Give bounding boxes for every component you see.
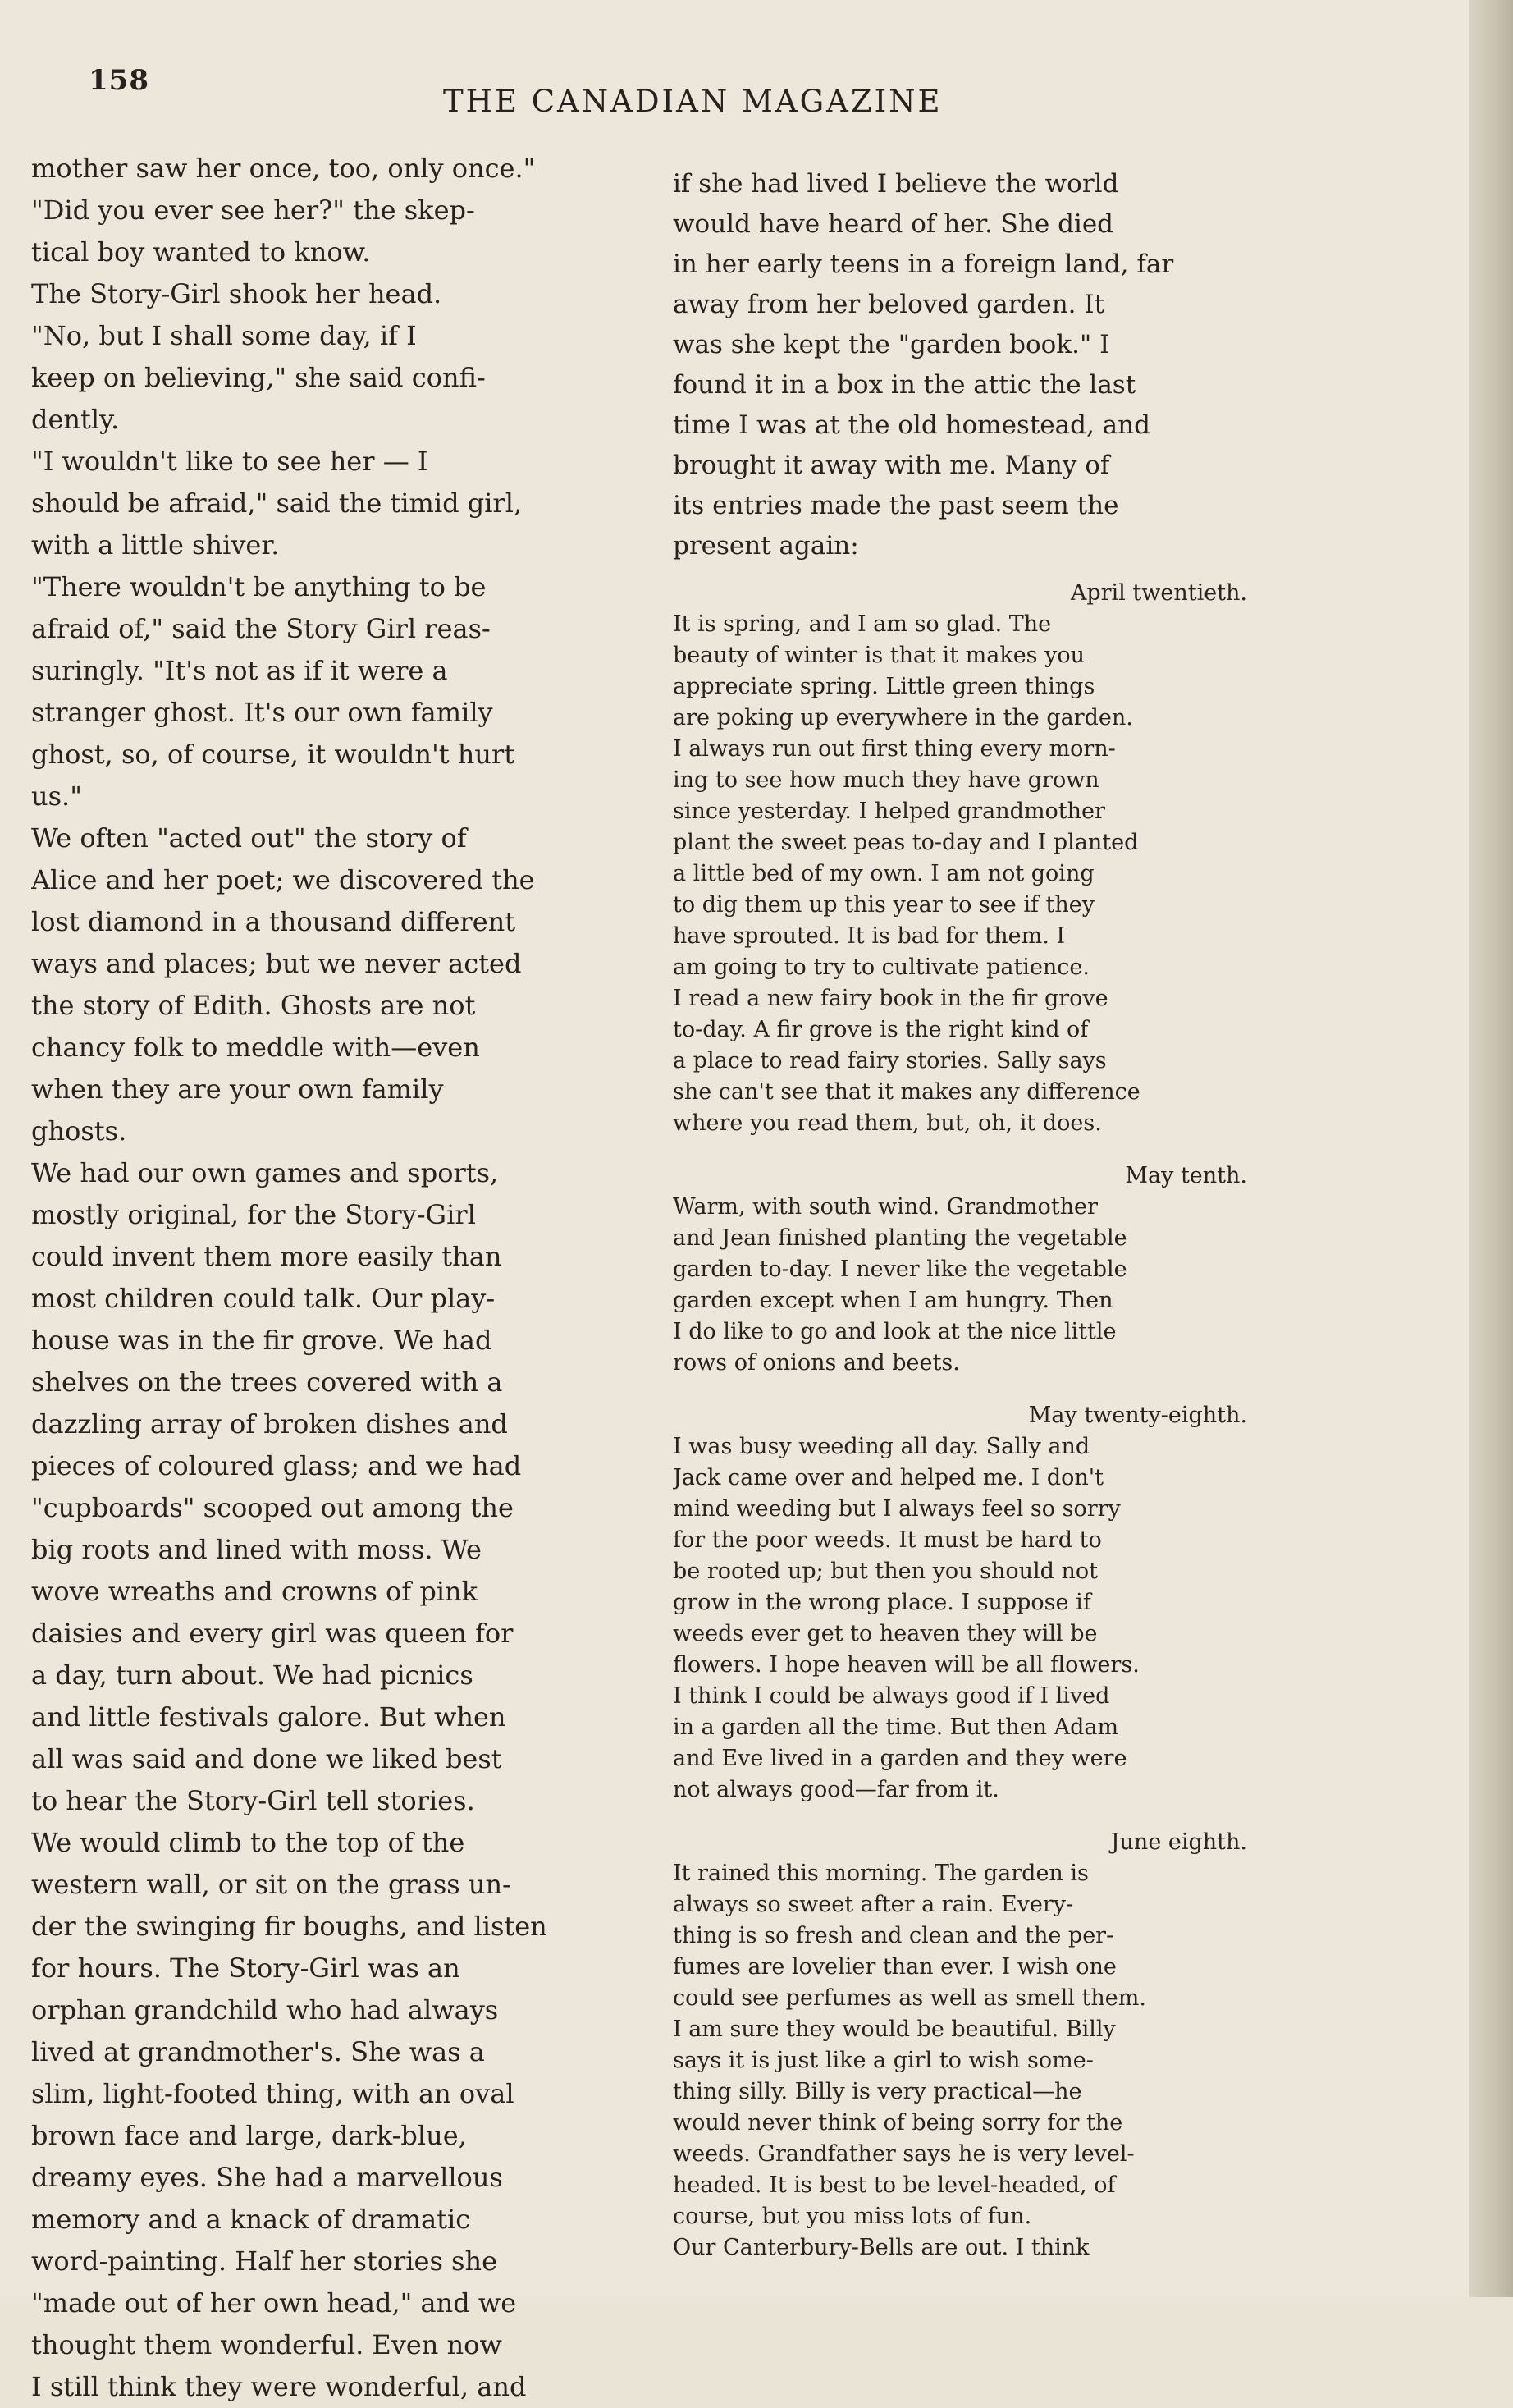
text-line: afraid of," said the Story Girl reas- — [31, 613, 491, 644]
text-line: We had our own games and sports, — [31, 1157, 499, 1188]
text-line: der the swinging fir boughs, and listen — [31, 1911, 547, 1942]
text-line: big roots and lined with moss. We — [31, 1534, 482, 1565]
diary-line: I do like to go and look at the nice little — [673, 1319, 1117, 1344]
text-line: its entries made the past seem the — [673, 491, 1119, 520]
diary-date: May twenty-eighth. — [1028, 1403, 1247, 1428]
text-line: all was said and done we liked best — [31, 1743, 502, 1774]
text-line: in her early teens in a foreign land, far — [673, 249, 1174, 279]
text-line: "made out of her own head," and we — [31, 2287, 517, 2319]
diary-line: could see perfumes as well as smell them. — [673, 1985, 1146, 2011]
diary-date: April twentieth. — [1070, 580, 1247, 606]
diary-line: I think I could be always good if I lived — [673, 1683, 1110, 1709]
text-line: when they are your own family — [31, 1074, 444, 1105]
diary-line: am going to try to cultivate patience. — [673, 955, 1090, 980]
page-binding-edge — [1469, 0, 1513, 2297]
text-line: brought it away with me. Many of — [673, 451, 1110, 480]
diary-line: garden except when I am hungry. Then — [673, 1288, 1113, 1313]
text-line: for hours. The Story-Girl was an — [31, 1952, 460, 1984]
text-line: with a little shiver. — [31, 529, 280, 561]
text-line: ghosts. — [31, 1115, 127, 1147]
diary-entry — [673, 1161, 1280, 1379]
text-line: and little festivals galore. But when — [31, 1701, 506, 1733]
text-line: would have heard of her. She died — [673, 209, 1114, 239]
text-line: away from her beloved garden. It — [673, 290, 1105, 319]
text-line: ways and places; but we never acted — [31, 948, 522, 979]
text-line: should be afraid," said the timid girl, — [31, 488, 523, 519]
diary-line: Jack came over and helped me. I don't — [673, 1465, 1104, 1490]
diary-line: would never think of being sorry for the — [673, 2110, 1123, 2136]
diary-line: to dig them up this year to see if they — [673, 892, 1095, 918]
diary-line: grow in the wrong place. I suppose if — [673, 1590, 1091, 1615]
text-line: memory and a knack of dramatic — [31, 2204, 471, 2235]
diary-line: and Eve lived in a garden and they were — [673, 1746, 1127, 1771]
right-column — [673, 164, 1280, 2264]
text-line: We would climb to the top of the — [31, 1827, 465, 1858]
text-line: ghost, so, of course, it wouldn't hurt — [31, 739, 515, 770]
running-head: THE CANADIAN MAGAZINE — [443, 84, 943, 119]
diary-line: always so sweet after a rain. Every- — [673, 1892, 1074, 1917]
diary-line: Our Canterbury-Bells are out. I think — [673, 2235, 1090, 2260]
text-line: house was in the fir grove. We had — [31, 1325, 492, 1356]
diary-line: thing is so fresh and clean and the per- — [673, 1923, 1114, 1948]
diary-line: to-day. A fir grove is the right kind of — [673, 1017, 1089, 1042]
diary-line: Warm, with south wind. Grandmother — [673, 1194, 1098, 1220]
text-line: time I was at the old homestead, and — [673, 410, 1150, 440]
page-number: 158 — [89, 64, 149, 97]
text-line: "There wouldn't be anything to be — [31, 571, 487, 602]
diary-line: plant the sweet peas to-day and I planted — [673, 830, 1139, 855]
diary-line: since yesterday. I helped grandmother — [673, 799, 1105, 824]
text-line: shelves on the trees covered with a — [31, 1367, 503, 1398]
diary-line: weeds. Grandfather says he is very level- — [673, 2141, 1135, 2167]
text-line: found it in a box in the attic the last — [673, 370, 1136, 400]
text-line: stranger ghost. It's our own family — [31, 697, 493, 728]
text-line: brown face and large, dark-blue, — [31, 2120, 467, 2151]
left-column — [31, 148, 676, 2408]
text-line: to hear the Story-Girl tell stories. — [31, 1785, 475, 1816]
diary-line: I am sure they would be beautiful. Billy — [673, 2017, 1116, 2042]
diary-line: says it is just like a girl to wish some- — [673, 2048, 1094, 2073]
diary-line: It rained this morning. The garden is — [673, 1861, 1089, 1886]
text-line: "No, but I shall some day, if I — [31, 320, 417, 351]
text-line: could invent them more easily than — [31, 1241, 502, 1272]
diary-line: fumes are lovelier than ever. I wish one — [673, 1954, 1117, 1980]
diary-date: June eighth. — [1110, 1829, 1247, 1855]
diary-line: are poking up everywhere in the garden. — [673, 705, 1133, 730]
text-line: We often "acted out" the story of — [31, 822, 467, 854]
text-line: mostly original, for the Story-Girl — [31, 1199, 476, 1230]
text-line: slim, light-footed thing, with an oval — [31, 2078, 514, 2109]
text-line: dreamy eyes. She had a marvellous — [31, 2162, 503, 2193]
diary-line: thing silly. Billy is very practical—he — [673, 2079, 1082, 2104]
text-line: tical boy wanted to know. — [31, 236, 371, 268]
text-line: a day, turn about. We had picnics — [31, 1660, 473, 1691]
text-line: dently. — [31, 404, 120, 435]
diary-line: rows of onions and beets. — [673, 1350, 960, 1376]
text-line: "I wouldn't like to see her — I — [31, 446, 428, 477]
diary-line: I was busy weeding all day. Sally and — [673, 1434, 1090, 1459]
diary-line: headed. It is best to be level-headed, of — [673, 2172, 1116, 2198]
diary-line: appreciate spring. Little green things — [673, 674, 1095, 699]
text-line: orphan grandchild who had always — [31, 1994, 499, 2026]
diary-line: flowers. I hope heaven will be all flowers. — [673, 1652, 1140, 1678]
text-line: "cupboards" scooped out among the — [31, 1492, 514, 1523]
text-line: dazzling array of broken dishes and — [31, 1408, 508, 1440]
text-line: mother saw her once, too, only once." — [31, 153, 536, 184]
diary-line: ing to see how much they have grown — [673, 767, 1099, 793]
diary-line: a place to read fairy stories. Sally says — [673, 1048, 1107, 1074]
diary-line: garden to-day. I never like the vegetable — [673, 1257, 1127, 1282]
diary-date: May tenth. — [1125, 1163, 1247, 1188]
text-line: Alice and her poet; we discovered the — [31, 864, 535, 895]
diary-line: where you read them, but, oh, it does. — [673, 1110, 1102, 1136]
diary-line: beauty of winter is that it makes you — [673, 643, 1086, 668]
text-line: was she kept the "garden book." I — [673, 330, 1110, 359]
diary-line: she can't see that it makes any difference — [673, 1079, 1140, 1105]
diary-line: for the poor weeds. It must be hard to — [673, 1527, 1102, 1553]
diary-line: in a garden all the time. But then Adam — [673, 1714, 1119, 1740]
diary-entry — [673, 1827, 1280, 2264]
text-line: lived at grandmother's. She was a — [31, 2036, 485, 2067]
text-line: I still think they were wonderful, and — [31, 2371, 527, 2402]
diary-line: I always run out first thing every morn- — [673, 736, 1116, 762]
text-line: The Story-Girl shook her head. — [31, 278, 442, 309]
text-line: daisies and every girl was queen for — [31, 1618, 514, 1649]
text-line: lost diamond in a thousand different — [31, 906, 516, 937]
diary-line: I read a new fairy book in the fir grove — [673, 986, 1108, 1011]
diary-line: mind weeding but I always feel so sorry — [673, 1496, 1121, 1522]
text-line: western wall, or sit on the grass un- — [31, 1869, 511, 1900]
diary-line: course, but you miss lots of fun. — [673, 2204, 1032, 2229]
text-line: pieces of coloured glass; and we had — [31, 1450, 522, 1481]
text-line: if she had lived I believe the world — [673, 169, 1119, 199]
diary-line: have sprouted. It is bad for them. I — [673, 923, 1066, 949]
text-line: "Did you ever see her?" the skep- — [31, 195, 475, 226]
diary-line: weeds ever get to heaven they will be — [673, 1621, 1098, 1646]
diary-entry — [673, 1400, 1280, 1806]
diary-line: It is spring, and I am so glad. The — [673, 611, 1052, 637]
text-line: thought them wonderful. Even now — [31, 2329, 502, 2360]
text-line: word-painting. Half her stories she — [31, 2245, 498, 2277]
text-line: wove wreaths and crowns of pink — [31, 1576, 478, 1607]
diary-line: be rooted up; but then you should not — [673, 1559, 1098, 1584]
text-line: chancy folk to meddle with—even — [31, 1032, 480, 1063]
text-line: us." — [31, 781, 82, 812]
diary-entry — [673, 578, 1280, 1139]
diary-line: not always good—far from it. — [673, 1777, 999, 1802]
text-line: keep on believing," she said confi- — [31, 362, 486, 393]
text-line: present again: — [673, 531, 859, 561]
diary-line: a little bed of my own. I am not going — [673, 861, 1095, 886]
text-line: the story of Edith. Ghosts are not — [31, 990, 476, 1021]
text-line: most children could talk. Our play- — [31, 1283, 496, 1314]
diary-line: and Jean finished planting the vegetable — [673, 1225, 1127, 1251]
text-line: suringly. "It's not as if it were a — [31, 655, 448, 686]
